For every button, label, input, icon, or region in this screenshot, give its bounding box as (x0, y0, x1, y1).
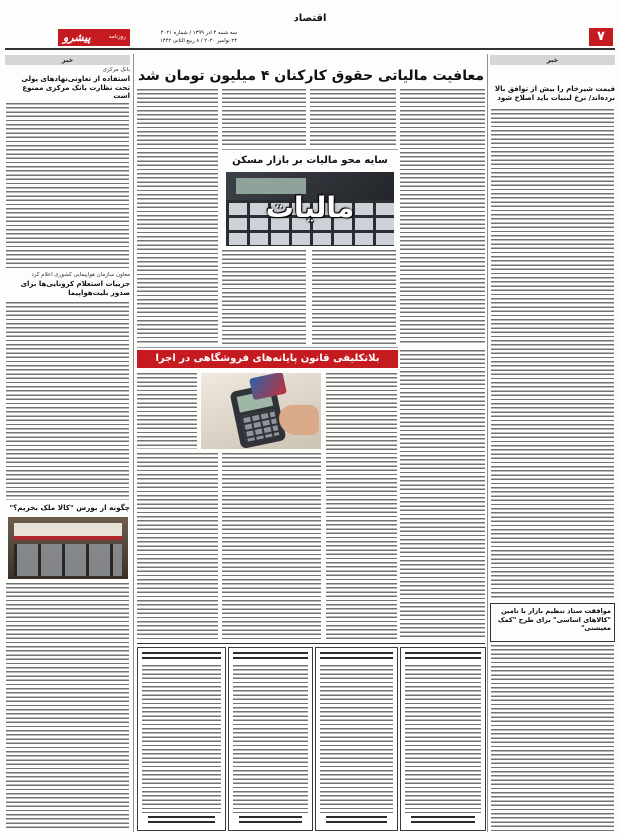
article-body (312, 250, 396, 345)
bank-card (249, 373, 287, 400)
article-body (310, 89, 396, 145)
column-divider-right (487, 54, 488, 832)
column-divider-left (133, 54, 134, 832)
article-body (6, 583, 129, 830)
headline-bar (137, 350, 398, 368)
headline-box (490, 603, 615, 642)
headline-milk-prices: قیمت شیرخام را بیش از توافق بالا برده‌اند/ نرخ لبنیات باید اصلاح شود (494, 85, 615, 102)
notice-signature (148, 816, 215, 826)
headline-housing-tax: سایه محو مالیات بر بازار مسکن (232, 155, 388, 166)
shop-windows (14, 544, 122, 576)
logo-main-text: پیشرو (63, 31, 91, 44)
kicker-central-bank: بانک مرکزی (102, 67, 130, 73)
section-rule (222, 149, 398, 150)
notice-body (142, 665, 221, 813)
article-body (137, 373, 197, 449)
headline-market-regulation: موافقت ستاد تنظیم بازار با تامین "کالاهای اساسی" برای طرح "کمک معیشتی" (497, 607, 611, 632)
notice-signature (411, 816, 475, 826)
main-headline: معافیت مالیاتی حقوق کارکنان ۴ میلیون تومان شد (137, 68, 485, 84)
notice-signature (326, 816, 387, 826)
date-line-persian: سه شنبه ۴ آذر ۱۳۹۹ / شماره ۴۰۲۱ (160, 30, 237, 36)
article-body (6, 103, 129, 268)
article-body (326, 373, 397, 640)
notice-box (228, 647, 313, 831)
tax-word-overlay: مالیات (265, 191, 355, 224)
article-body (137, 453, 218, 640)
article-body (222, 453, 321, 640)
notice-box (400, 647, 486, 831)
shop-sign (14, 523, 122, 536)
article-body (222, 250, 306, 345)
kicker-flight-tickets: معاون سازمان هواپیمایی کشوری اعلام کرد (31, 272, 130, 278)
section-rule (137, 347, 398, 348)
issue-date (135, 30, 237, 46)
header-rule (5, 48, 615, 50)
pos-terminal-image (201, 373, 321, 449)
notice-title (405, 652, 481, 662)
shop-sign-band (14, 536, 122, 540)
notice-body (233, 665, 308, 813)
pos-keypad (241, 410, 280, 443)
headline-central-bank: استفاده از تعاونی‌نهادهای پولی تحت نظارت بانک مرکزی ممنوع است (21, 75, 130, 100)
date-line-gregorian: ۲۴ نوامبر ۲۰۲۰ / ۸ ربیع الثانی ۱۴۴۲ (160, 37, 237, 44)
notice-box (315, 647, 398, 831)
tax-calculator-image (226, 172, 394, 246)
section-title: اقتصاد (293, 13, 327, 24)
notice-body (405, 665, 481, 813)
notice-body (320, 665, 393, 813)
notice-signature (239, 816, 302, 826)
notice-title (142, 652, 221, 662)
newspaper-logo (58, 29, 130, 46)
article-body (400, 350, 485, 640)
article-body (491, 109, 614, 598)
hand (279, 405, 319, 435)
article-body (222, 89, 306, 145)
article-body (137, 89, 218, 345)
notice-title (320, 652, 393, 662)
notice-box (137, 647, 226, 831)
article-body (6, 302, 129, 500)
article-body (400, 89, 485, 345)
page-number-badge: ۷ (589, 28, 613, 46)
news-label-left: خبر (5, 55, 130, 65)
headline-flight-tickets: جزییات استعلام کرونایی‌ها برای صدور بلیت‌هواپیما (20, 280, 130, 297)
news-label-right: خبر (490, 55, 615, 65)
headline-commodity-bourse: چگونه از بورس "کالا ملک بخریم؟" (9, 503, 130, 512)
ads-rule (137, 643, 485, 644)
article-body (491, 645, 614, 831)
storefront-photo (8, 517, 128, 579)
logo-small-text: روزنامه (108, 34, 126, 40)
notice-title (233, 652, 308, 662)
headline-pos-terminals: بلاتکلیفی قانون پایانه‌های فروشگاهی در اجرا (155, 353, 380, 364)
